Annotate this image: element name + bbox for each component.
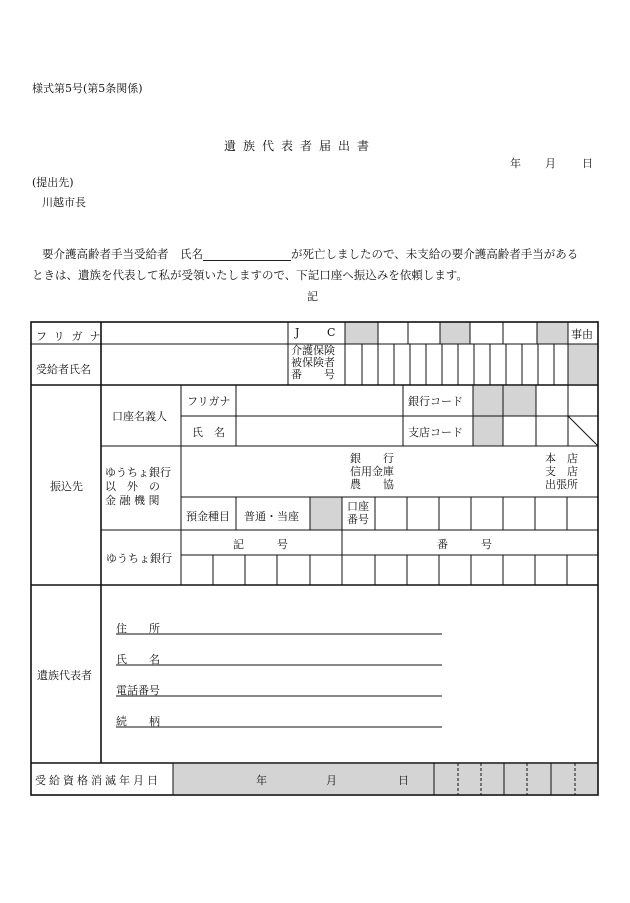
other-institution-label: ゆうちょ銀行 以 外 の 金 融 機 関 (105, 466, 171, 507)
holder-furigana-input[interactable] (237, 386, 403, 416)
body-line-2: ときは、遺族を代表して私が受領いたしますので、下記口座へ振込みを依頼します。 (32, 268, 468, 282)
page-title: 遺族代表者届出書 (224, 139, 377, 153)
addressee-name: 川越市長 (42, 196, 86, 209)
yucho-label: ゆうちょ銀行 (106, 552, 172, 565)
loss-date-label: 受給資格消滅年月日 (35, 774, 161, 787)
body-line-1-prefix: 要介護高齢者手当受給者 氏名 (42, 247, 203, 261)
holder-furigana-label: フリガナ (187, 395, 231, 408)
phone-input[interactable] (190, 680, 440, 696)
phone-label: 電話番号 (116, 684, 160, 697)
loss-date-year: 年 (256, 774, 267, 787)
holder-name-label: 氏 名 (192, 426, 225, 439)
insured-number-label: 介護保険 被保険者 番 号 (291, 344, 335, 381)
holder-name-input[interactable] (237, 417, 403, 446)
institution-types: 銀 行 信用金庫 農 協 (350, 452, 394, 491)
name-input[interactable] (190, 649, 440, 665)
addressee-label: (提出先) (32, 176, 74, 189)
form-number: 様式第5号(第5条関係) (32, 82, 143, 95)
body-line-1-suffix: が死亡しましたので、未支給の要介護高齢者手当がある (291, 247, 579, 261)
branch-code-label: 支店コード (408, 426, 463, 439)
furigana-input[interactable] (102, 323, 288, 344)
jc-c-label: C (327, 326, 336, 339)
loss-date-month: 月 (326, 774, 337, 787)
loss-date-day: 日 (398, 774, 409, 787)
date-year: 年 (510, 157, 521, 170)
kigo-label: 記 号 (233, 538, 288, 551)
branch-types: 本 店 支 店 出張所 (545, 452, 578, 491)
ki-label: 記 (307, 290, 318, 303)
account-holder-label: 口座名義人 (112, 410, 167, 423)
recipient-name-input[interactable] (102, 345, 288, 385)
institution-name-input[interactable] (182, 447, 347, 497)
bank-code-label: 銀行コード (408, 395, 463, 408)
date-day: 日 (582, 157, 593, 170)
reason-label: 事由 (571, 328, 593, 341)
relation-label: 続 柄 (116, 715, 160, 728)
address-label: 住 所 (116, 622, 160, 635)
jc-j-label: J (295, 326, 300, 339)
representative-label: 遺族代表者 (37, 669, 92, 682)
date-month: 月 (545, 157, 556, 170)
address-input[interactable] (190, 618, 440, 634)
recipient-name-label: 受給者氏名 (36, 363, 91, 376)
furigana-label: フリガナ (36, 330, 108, 343)
deposit-type-label: 預金種目 (186, 510, 230, 523)
branch-name-input[interactable] (400, 447, 540, 497)
bango-label: 番 号 (437, 538, 492, 551)
relation-input[interactable] (190, 711, 440, 727)
name-label: 氏 名 (116, 653, 160, 666)
account-number-label: 口座 番号 (347, 500, 369, 526)
transfer-to-label: 振込先 (50, 480, 83, 493)
deposit-type-value[interactable]: 普通・当座 (244, 510, 299, 523)
